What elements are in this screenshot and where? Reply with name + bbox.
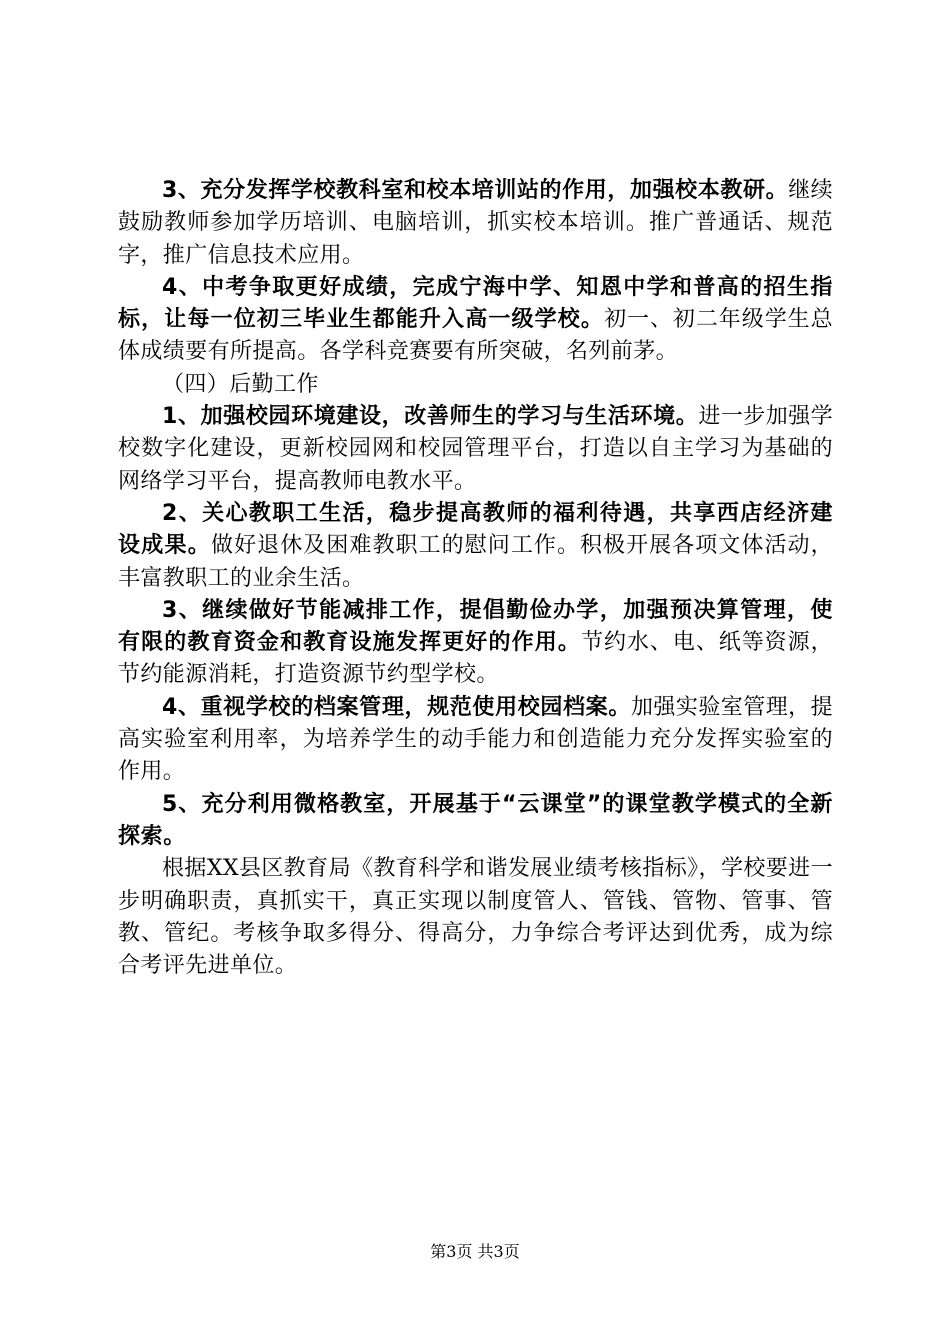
paragraph-text: 节约水、电、纸等资源，节约能源消耗，打造资源节约型学校。 [118,630,833,688]
paragraph-text: 继续鼓励教师参加学历培训、电脑培训，抓实校本培训。推广普通话、规范字，推广信息技术应用。 [118,178,833,268]
paragraph-text: 加强实验室管理，提高实验室利用率，为培养学生的动手能力和创造能力充分发挥实验室的作用。 [118,694,833,785]
paragraph-lead: 3、继续做好节能减排工作，提倡勤俭办学，加强预决算管理，使有限的教育资金和教育设施发挥更好的作用。 [118,597,833,656]
paragraph-research [118,175,833,272]
paragraph-text: 做好退休及困难教职工的慰问工作。积极开展各项文体活动，丰富教职工的业余生活。 [118,533,833,591]
paragraph-text: 初一、初二年级学生总体成绩要有所提高。各学科竞赛要有所突破，名列前茅。 [118,307,833,365]
section-heading: （四）后勤工作 [162,371,319,397]
page-number-footer: 第3页 共3页 [430,1242,520,1261]
paragraph-lead: 4、重视学校的档案管理，规范使用校园档案。 [162,694,631,720]
paragraph-archives [118,692,833,789]
paragraph-exam [118,272,833,369]
paragraph-closing: 根据XX县区教育局《教育科学和谐发展业绩考核指标》，学校要进一步明确职责，真抓实干，真正实现以制度管人、管钱、管物、管事、管教、管纪。考核争取多得分、得高分，力争综合考评达到优秀，成为综合考评先进单位。 [118,856,833,979]
paragraph-lead: 5、充分利用微格教室，开展基于“云课堂”的课堂教学模式的全新探索。 [118,791,833,849]
paragraph-lead: 2、关心教职工生活，稳步提高教师的福利待遇，共享西店经济建设成果。 [118,500,833,559]
paragraph-text: 进一步加强学校数字化建设，更新校园网和校园管理平台，打造以自主学习为基础的网络学习平台，提高教师电教水平。 [118,404,833,494]
paragraph-cloud-classroom [118,789,833,854]
paragraph-staff-welfare [118,498,833,595]
paragraph-energy-saving [118,595,833,692]
paragraph-environment [118,401,833,498]
paragraph-lead: 1、加强校园环境建设，改善师生的学习与生活环境。 [162,404,699,430]
paragraph-lead: 3、充分发挥学校教科室和校本培训站的作用，加强校本教研。 [162,178,789,203]
paragraph-lead: 4、中考争取更好成绩，完成宁海中学、知恩中学和普高的招生指标，让每一位初三毕业生都能升入高一级学校。 [118,274,833,333]
document-body [118,175,833,982]
